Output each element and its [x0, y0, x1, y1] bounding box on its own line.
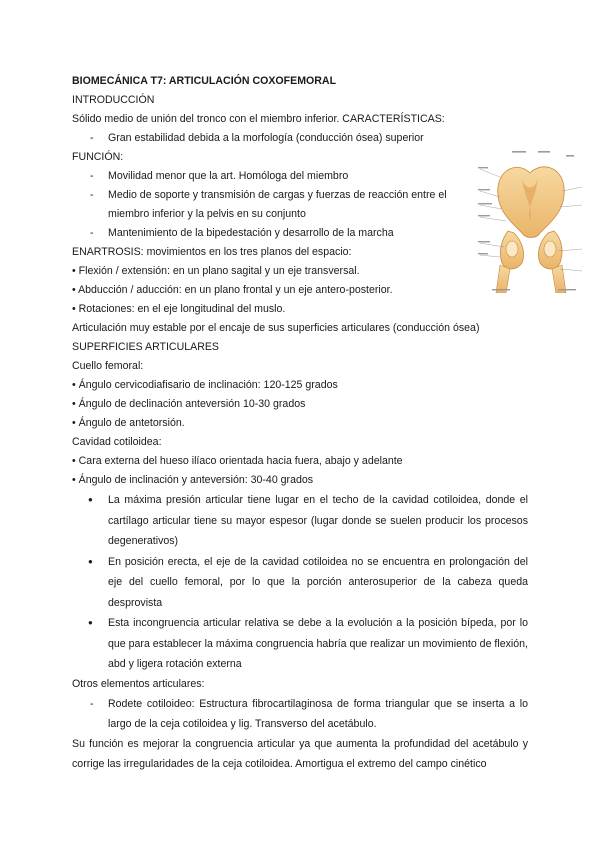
cavidad-item: • Cara externa del hueso ilíaco orientada hacia fuera, abajo y adelante — [72, 455, 403, 467]
intro-heading: INTRODUCCIÓN — [72, 94, 155, 106]
caracteristica-item: - Gran estabilidad debida a la morfología (conducción ósea) superior — [72, 129, 528, 148]
otros-heading: Otros elementos articulares: — [72, 677, 205, 690]
document-page — [72, 72, 528, 774]
estabilidad-text: Articulación muy estable por el encaje de sus superficies articulares (conducción ósea) — [72, 322, 480, 334]
cuello-heading: Cuello femoral: — [72, 360, 144, 372]
cuello-item: • Ángulo cervicodiafisario de inclinación: 120-125 grados — [72, 379, 338, 391]
cavidad-bullet: ● En posición erecta, el eje de la cavidad cotiloidea no se encuentra en prolongación del eje del cuello femoral, por lo que la porción anterosuperior de la cabeza queda desprovista — [72, 552, 528, 614]
superficies-heading: SUPERFICIES ARTICULARES — [72, 341, 219, 353]
enartrosis-text: ENARTROSIS: movimientos en los tres planos del espacio: — [72, 246, 352, 258]
movimiento-item: • Abducción / aducción: en un plano frontal y un eje antero-posterior. — [72, 284, 393, 296]
pelvis-illustration — [478, 147, 584, 293]
cavidad-bullet: ● La máxima presión articular tiene lugar en el techo de la cavidad cotiloidea, donde el cartílago articular tiene su mayor espesor (lugar donde se suelen producir los procesos degenerativos) — [72, 490, 528, 552]
cuello-item: • Ángulo de antetorsión. — [72, 417, 185, 429]
otros-item: - Rodete cotiloideo: Estructura fibrocartilaginosa de forma triangular que se inserta a lo largo de la ceja cotiloidea y lig. Transverso del acetábulo. — [72, 694, 528, 734]
intro-text: Sólido medio de unión del tronco con el miembro inferior. CARACTERÍSTICAS: — [72, 113, 445, 125]
funcion-heading: FUNCIÓN: — [72, 151, 124, 163]
cavidad-item: • Ángulo de inclinación y anteversión: 30-40 grados — [72, 474, 314, 486]
document-title: BIOMECÁNICA T7: ARTICULACIÓN COXOFEMORAL — [72, 75, 337, 87]
funcion-item: - Movilidad menor que la art. Homóloga del miembro — [72, 167, 528, 186]
movimiento-item: • Rotaciones: en el eje longitudinal del muslo. — [72, 303, 286, 315]
cavidad-heading: Cavidad cotiloidea: — [72, 436, 162, 448]
final-paragraph: Su función es mejorar la congruencia articular ya que aumenta la profundidad del acetábulo y corrige las irregularidades de la ceja cotiloidea. Amortigua el extremo del campo cinético — [72, 737, 528, 770]
cuello-item: • Ángulo de declinación anteversión 10-30 grados — [72, 398, 306, 410]
funcion-item: - Mantenimiento de la bipedestación y desarrollo de la marcha — [72, 224, 528, 243]
funcion-item: - Medio de soporte y transmisión de cargas y fuerzas de reacción entre el miembro inferior y la pelvis en su conjunto — [72, 186, 476, 224]
cavidad-bullet: ● Esta incongruencia articular relativa se debe a la evolución a la posición bípeda, por lo que para establecer la máxima congruencia habría que realizar un movimiento de flexión, abd y ligera rotación externa — [72, 613, 528, 675]
movimiento-item: • Flexión / extensión: en un plano sagital y un eje transversal. — [72, 265, 360, 277]
